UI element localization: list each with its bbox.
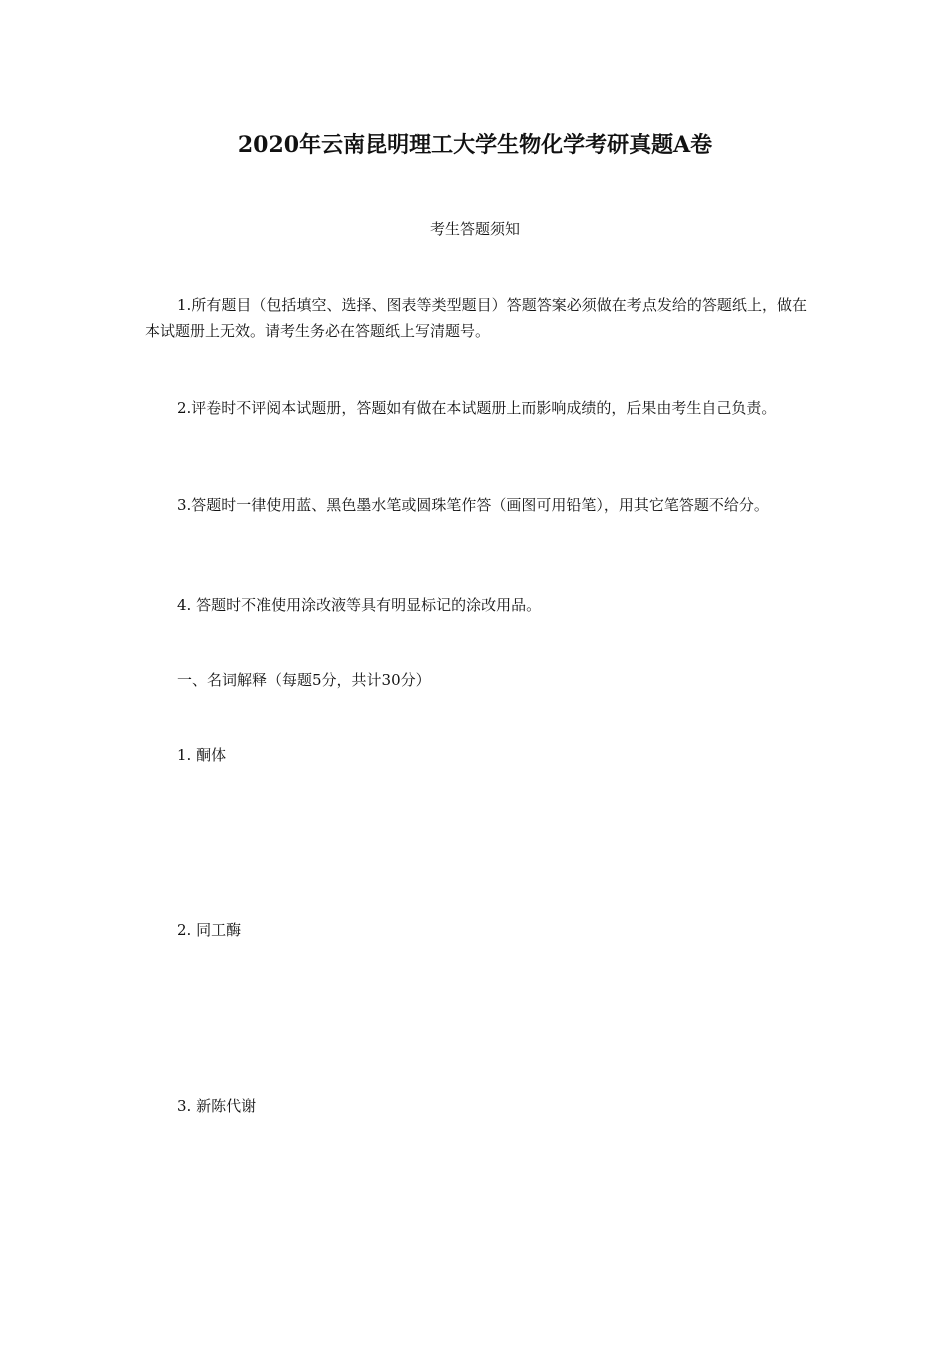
question-item-2: 2. 同工酶 bbox=[177, 921, 242, 939]
instruction-item-1: 1.所有题目（包括填空、选择、图表等类型题目）答题答案必须做在考点发给的答题纸上，做在本试题册上无效。请考生务必在答题纸上写清题号。 bbox=[145, 296, 807, 340]
instruction-item-4: 4. 答题时不准使用涂改液等具有明显标记的涂改用品。 bbox=[177, 596, 542, 614]
instructions-heading: 考生答题须知 bbox=[429, 220, 520, 238]
instruction-item-3: 3.答题时一律使用蓝、黑色墨水笔或圆珠笔作答（画图可用铅笔），用其它笔答题不给分。 bbox=[177, 496, 769, 514]
instruction-item-2: 2.评卷时不评阅本试题册，答题如有做在本试题册上而影响成绩的，后果由考生自己负责。 bbox=[177, 399, 777, 417]
question-item-1: 1. 酮体 bbox=[177, 746, 227, 764]
section-heading: 一、名词解释（每题5分，共计30分） bbox=[177, 671, 431, 689]
question-item-3: 3. 新陈代谢 bbox=[177, 1097, 257, 1115]
page-title: 2020年云南昆明理工大学生物化学考研真题A卷 bbox=[237, 132, 713, 158]
